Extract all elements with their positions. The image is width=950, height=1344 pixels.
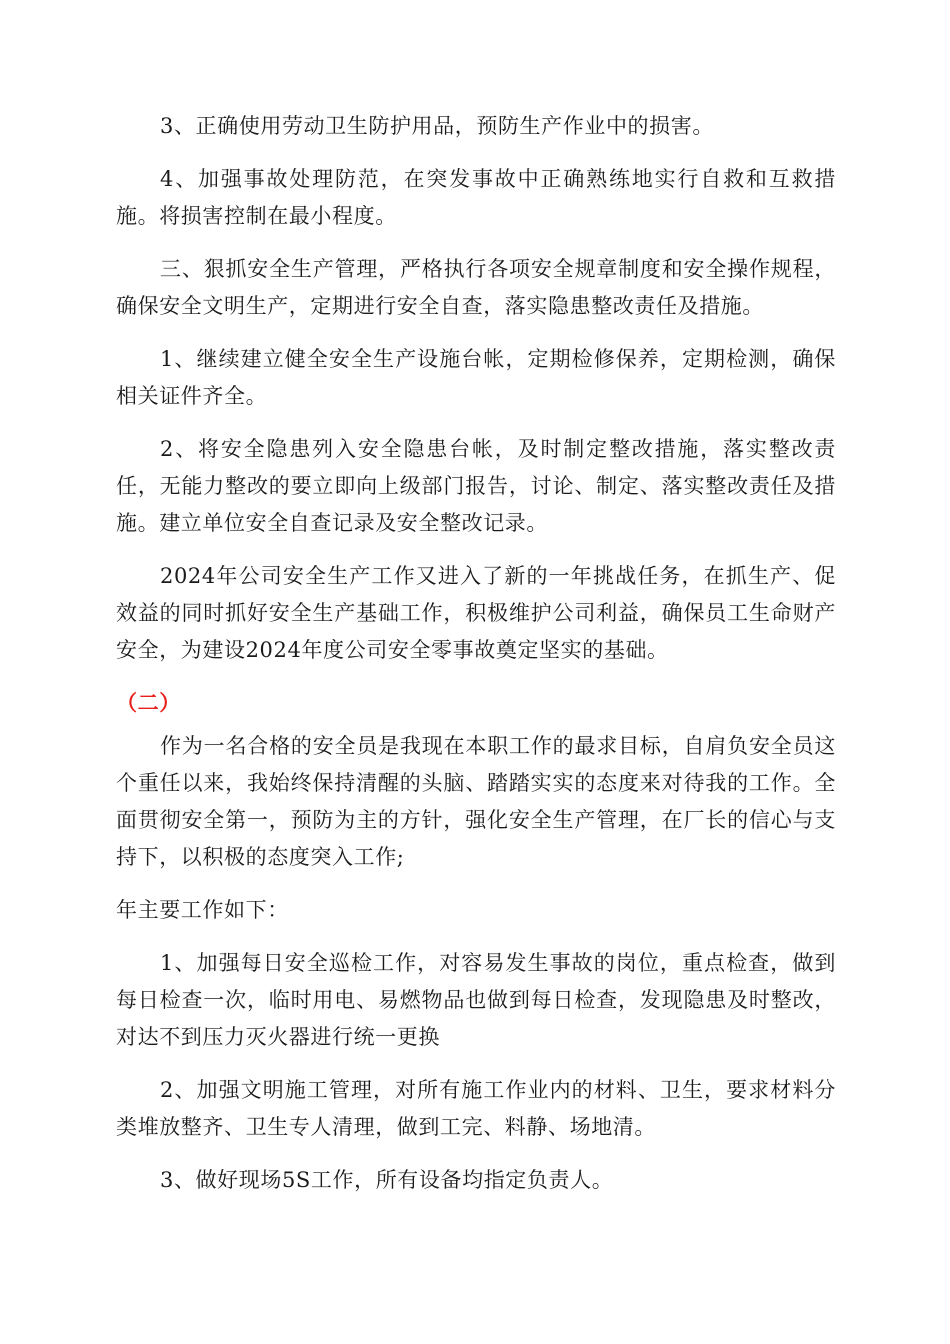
paragraph-item-4-accident: 4、加强事故处理防范，在突发事故中正确熟练地实行自救和互救措施。将损害控制在最小程度。 — [116, 167, 836, 228]
section-heading-two: （二） — [116, 691, 181, 715]
paragraph-item-2-hazards: 2、将安全隐患列入安全隐患台帐，及时制定整改措施，落实整改责任，无能力整改的要立即向上级部门报告，讨论、制定、落实整改责任及措施。建立单位安全自查记录及安全整改记录。 — [116, 437, 836, 535]
paragraph-section-three: 三、狠抓安全生产管理，严格执行各项安全规章制度和安全操作规程，确保安全文明生产，定期进行安全自查，落实隐患整改责任及措施。 — [116, 257, 836, 318]
paragraph-work-item-1: 1、加强每日安全巡检工作，对容易发生事故的岗位，重点检查，做到每日检查一次，临时用电、易燃物品也做到每日检查，发现隐患及时整改，对达不到压力灭火器进行统一更换 — [116, 951, 836, 1049]
paragraph-work-item-3: 3、做好现场5S工作，所有设备均指定负责人。 — [160, 1168, 614, 1192]
paragraph-work-item-2: 2、加强文明施工管理，对所有施工作业内的材料、卫生，要求材料分类堆放整齐、卫生专人清理，做到工完、料静、场地清。 — [116, 1078, 836, 1139]
paragraph-item-3-ppe: 3、正确使用劳动卫生防护用品，预防生产作业中的损害。 — [160, 114, 714, 138]
paragraph-summary-2024: 2024年公司安全生产工作又进入了新的一年挑战任务，在抓生产、促效益的同时抓好安全生产基础工作，积极维护公司利益，确保员工生命财产安全，为建设2024年度公司安全零事故奠定坚实的基础。 — [116, 564, 836, 662]
paragraph-intro-safety-officer: 作为一名合格的安全员是我现在本职工作的最求目标，自肩负安全员这个重任以来，我始终保持清醒的头脑、踏踏实实的态度来对待我的工作。全面贯彻安全第一，预防为主的方针，强化安全生产管理，在厂长的信心与支持下，以积极的态度突入工作; — [116, 734, 836, 869]
document-page — [116, 108, 836, 1215]
paragraph-item-1-ledger: 1、继续建立健全安全生产设施台帐，定期检修保养，定期检测，确保相关证件齐全。 — [116, 347, 836, 408]
paragraph-main-work-title: 年主要工作如下： — [116, 898, 289, 922]
